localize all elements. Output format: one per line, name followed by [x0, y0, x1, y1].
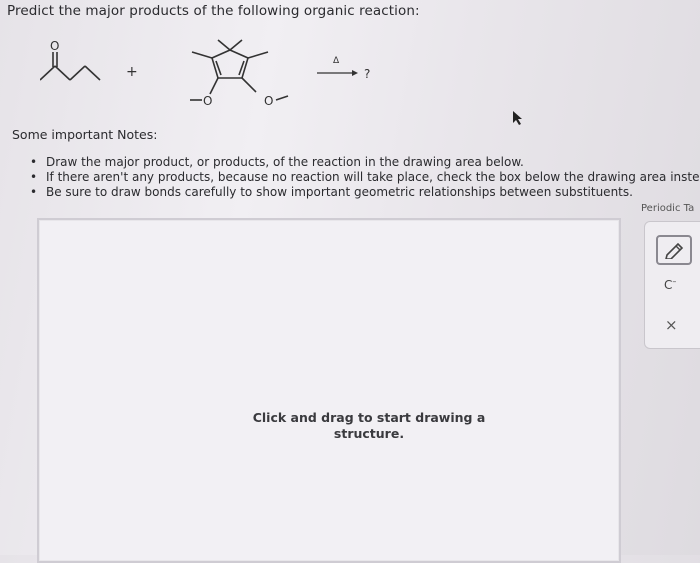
reaction-arrow	[317, 70, 358, 76]
pencil-icon	[663, 241, 685, 259]
list-item: • Be sure to draw bonds carefully to show important geometric relationships between substituents.	[30, 185, 700, 200]
heat-symbol: Δ	[333, 56, 340, 66]
bond	[70, 66, 85, 80]
drawing-hint	[239, 410, 499, 442]
bond	[85, 66, 100, 80]
drawing-hint-line2: structure.	[333, 426, 405, 441]
methoxy-bond	[210, 78, 218, 94]
notes-list	[30, 155, 700, 200]
charge-tool-label: C	[664, 278, 673, 292]
notes-title: Some important Notes:	[12, 127, 158, 142]
reaction-svg	[40, 30, 420, 120]
pencil-tool-button[interactable]	[656, 235, 692, 265]
drawing-area[interactable]	[37, 218, 621, 563]
ketone-structure	[40, 52, 100, 80]
list-item: • Draw the major product, or products, of the reaction in the drawing area below.	[30, 155, 700, 170]
methoxy-bond	[242, 78, 256, 92]
reaction-scheme	[40, 30, 420, 120]
drawing-toolbar	[644, 221, 700, 349]
methoxy-oxygen-left: O	[203, 94, 213, 108]
bond	[55, 66, 70, 80]
methyl-bond	[192, 52, 212, 58]
methoxy-oxygen-right: O	[264, 94, 274, 108]
methyl-bond	[218, 40, 230, 50]
methoxy-bond	[276, 96, 288, 100]
bond	[40, 66, 55, 80]
plus-sign: +	[126, 64, 138, 80]
periodic-table-link[interactable]: Periodic Ta	[641, 203, 695, 214]
carbonyl-oxygen: O	[50, 39, 60, 53]
drawing-hint-line1: Click and drag to start drawing a	[252, 410, 486, 425]
clear-button[interactable]: ×	[665, 316, 678, 334]
diene-structure	[190, 40, 288, 100]
mouse-cursor-icon	[512, 110, 524, 130]
product-placeholder: ?	[364, 67, 371, 81]
methyl-bond	[248, 52, 268, 58]
question-text: Predict the major products of the following organic reaction:	[7, 3, 420, 19]
charge-tool-superscript: –	[672, 277, 677, 286]
methyl-bond	[230, 40, 242, 50]
list-item: • If there aren't any products, because no reaction will take place, check the box below the drawing area inste	[30, 170, 700, 185]
charge-tool-button[interactable]	[664, 277, 676, 292]
